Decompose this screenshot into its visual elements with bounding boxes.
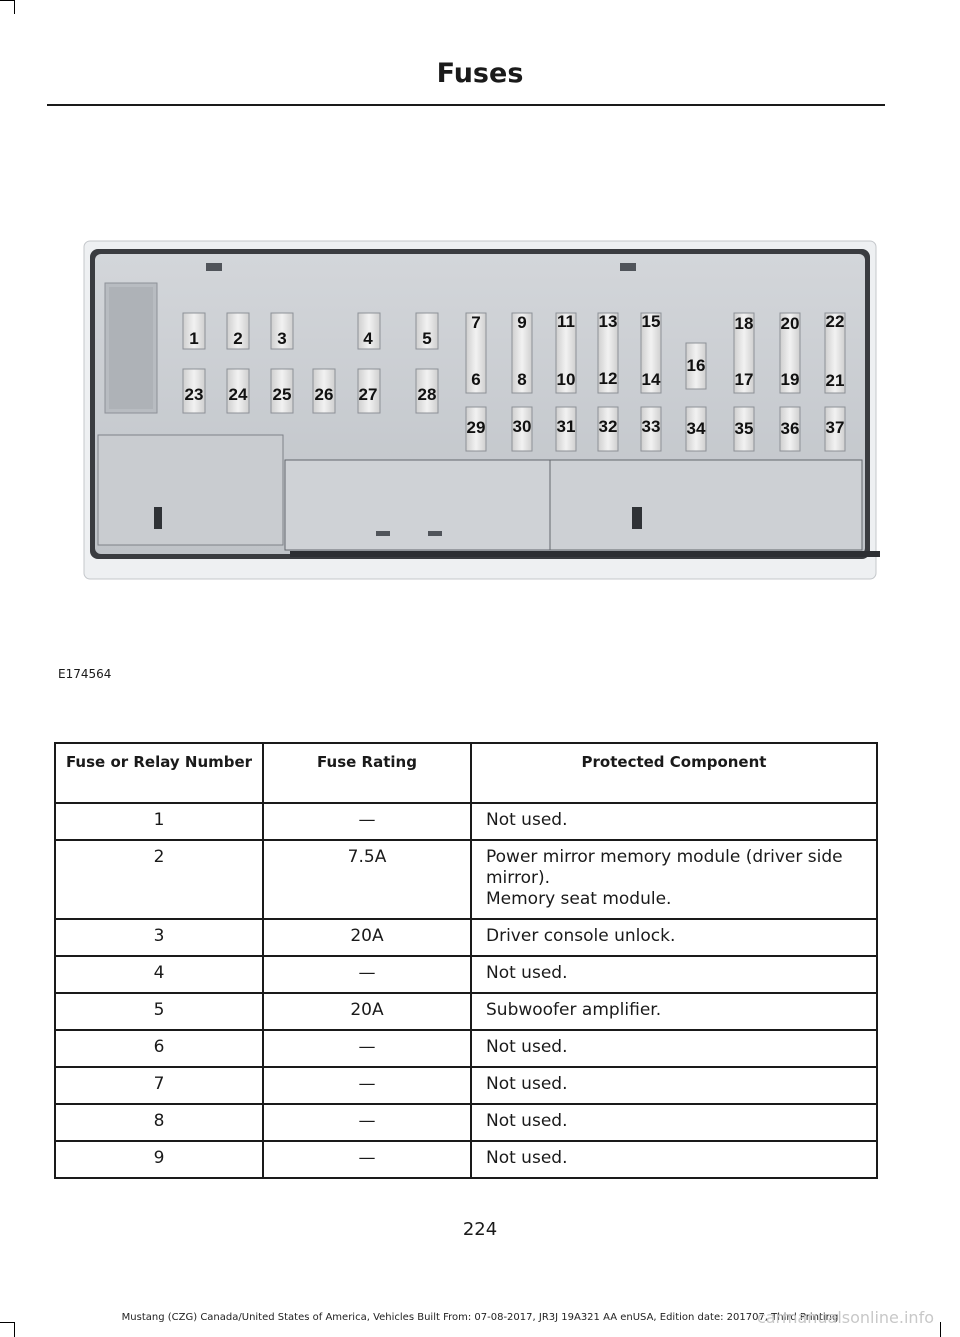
fuse-label: 14 [641,370,661,389]
protected-component: Subwoofer amplifier. [471,993,877,1030]
protected-component: Not used. [471,1067,877,1104]
fuse-rating: 7.5A [263,840,471,919]
table-row [55,919,877,956]
page-number: 224 [462,1219,498,1240]
crop-mark [940,1322,941,1337]
fuse-label: 13 [598,312,618,331]
protected-component: Not used. [471,956,877,993]
fuse-label: 25 [272,385,292,404]
component-line: Power mirror memory module (driver side mirror). [486,847,843,888]
fuse-label: 27 [358,385,378,404]
table-row [55,956,877,993]
protected-component [471,840,877,919]
table-row [55,1141,877,1178]
crop-mark [14,1322,15,1337]
fuse-label: 33 [641,417,661,436]
fuse-rating: — [263,1104,471,1141]
fuse-label: 17 [734,370,754,389]
fuse-label: 28 [417,385,437,404]
fuse-label: 4 [363,329,373,348]
fuse-label: 32 [598,417,618,436]
fuse-table [54,742,878,1179]
table-row [55,1067,877,1104]
fuse-label: 9 [517,313,527,332]
page-footer: Mustang (CZG) Canada/United States of America, Vehicles Built From: 07-08-2017, JR3J 19A321 AA enUSA, Edition date: 201707, Third Printing [121,1312,839,1323]
table-row [55,1104,877,1141]
fuse-label: 3 [277,329,287,348]
fuse-label: 19 [780,370,800,389]
fuse-number: 4 [55,956,263,993]
fuse-label: 34 [686,419,706,438]
fuse-number: 8 [55,1104,263,1141]
fuse-label: 21 [825,371,845,390]
table-row [55,1030,877,1067]
fuse-label: 30 [512,417,532,436]
fuse-label: 5 [422,329,432,348]
protected-component: Not used. [471,1104,877,1141]
column-header-component: Protected Component [471,743,877,803]
fuse-label: 36 [780,419,800,438]
fuse-rating: — [263,803,471,840]
fuse-number: 3 [55,919,263,956]
fuse-label: 10 [556,370,576,389]
fuse-number: 7 [55,1067,263,1104]
protected-component: Not used. [471,803,877,840]
fuse-label: 24 [228,385,248,404]
column-header-rating: Fuse Rating [263,743,471,803]
fuse-rating: — [263,1141,471,1178]
watermark: carmanualsonline.info [756,1308,934,1327]
table-header-row [55,743,877,803]
fuse-number: 1 [55,803,263,840]
fuse-rating: 20A [263,919,471,956]
table-row [55,993,877,1030]
protected-component: Driver console unlock. [471,919,877,956]
fuse-label: 29 [466,418,486,437]
crop-mark [14,0,15,14]
fuse-label: 23 [184,385,204,404]
fuse-label: 1 [189,329,199,348]
fuse-label: 35 [734,419,754,438]
figure-code: E174564 [58,667,112,681]
protected-component: Not used. [471,1141,877,1178]
fuse-label: 22 [825,312,845,331]
fuse-label: 16 [686,356,706,375]
fuse-label: 31 [556,417,576,436]
fuse-label: 11 [557,312,575,331]
fuse-label: 12 [598,369,618,388]
table-row [55,840,877,919]
fuse-label: 7 [471,313,481,332]
component-line: Memory seat module. [486,889,672,909]
fuse-label: 15 [641,312,661,331]
column-header-number: Fuse or Relay Number [55,743,263,803]
fuse-rating: — [263,1067,471,1104]
fuse-rating: — [263,1030,471,1067]
fuse-number: 6 [55,1030,263,1067]
fuse-label: 18 [734,314,754,333]
fuse-rating: 20A [263,993,471,1030]
fuse-label: 6 [471,370,481,389]
fuse-number: 9 [55,1141,263,1178]
fuse-number: 5 [55,993,263,1030]
fuse-label: 20 [780,314,800,333]
table-row [55,803,877,840]
title-rule [47,104,885,106]
page-title: Fuses [436,58,524,89]
fuse-label: 8 [517,370,527,389]
fuse-label: 2 [233,329,243,348]
protected-component: Not used. [471,1030,877,1067]
fuse-label: 37 [825,418,845,437]
fuse-box-diagram [80,235,880,585]
crop-mark [0,0,14,1]
fuse-number: 2 [55,840,263,919]
fuse-label: 26 [314,385,334,404]
fuse-rating: — [263,956,471,993]
